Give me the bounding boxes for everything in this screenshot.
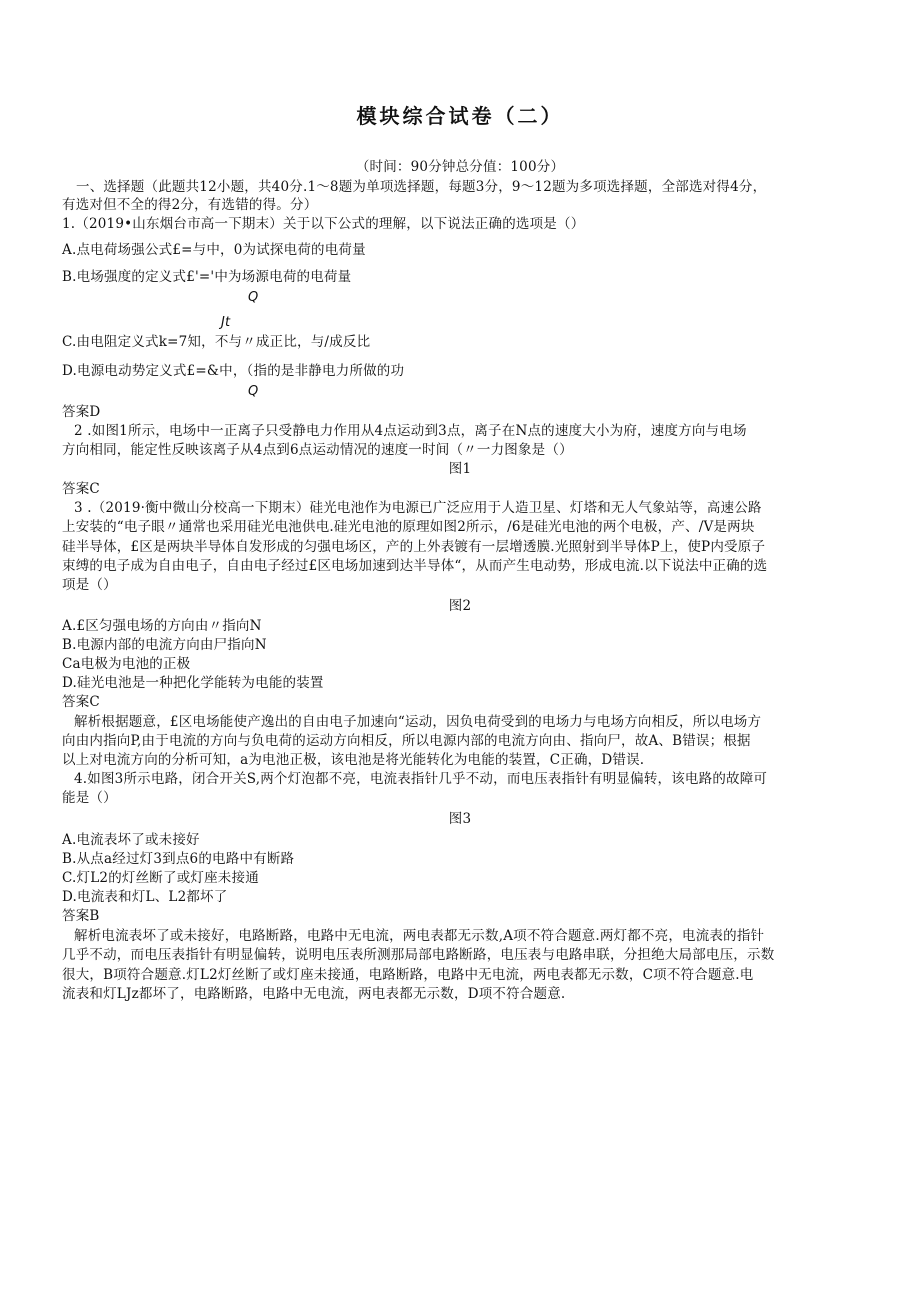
q4-figure-caption: 图3 <box>448 811 472 827</box>
q4-stem-line1: 4.如图3所示电路，闭合开关S,两个灯泡都不亮，电流表指针几乎不动，而电压表指针有明显偏转，该电路的故障可 <box>74 771 768 787</box>
q3-analysis-line3: 以上对电流方向的分析可知，a为电池正极，该电池是将光能转化为电能的装置，C正确，D错误. <box>62 752 645 768</box>
page-title: 模块综合试卷（二） <box>356 104 564 128</box>
q3-option-c: Ca电极为电池的正极 <box>62 656 191 672</box>
q1-formula-mark-q: Q <box>248 290 259 305</box>
q3-analysis-line2: 向由内指向P,由于电流的方向与负电荷的运动方向相反，所以电源内部的电流方向由、指向尸，故A、B错误；根据 <box>62 733 751 749</box>
q4-option-a: A.电流表坏了或未接好 <box>62 832 200 848</box>
q2-answer: 答案C <box>62 481 100 497</box>
q4-analysis-line1: 解析电流表坏了或未接好，电路断路，电路中无电流，两电表都无示数,A项不符合题意.两灯都不亮，电流表的指针 <box>74 928 765 944</box>
q1-formula-mark-q2: Q <box>248 384 259 399</box>
q4-analysis-line4: 流表和灯LJz都坏了，电路断路，电路中无电流，两电表都无示数，D项不符合题意. <box>62 986 566 1002</box>
q3-stem-line1: 3 .（2019·衡中微山分校高一下期末）硅光电池作为电源已广泛应用于人造卫星、灯塔和无人气象站等，高速公路 <box>74 500 762 516</box>
q3-stem-line4: 束缚的电子成为自由电子，自由电子经过£区电场加速到达半导体“，从而产生电动势，形成电流.以下说法中正确的选 <box>62 558 768 574</box>
q4-analysis-line3: 很大，B项符合题意.灯L2灯丝断了或灯座未接通，电路断路，电路中无电流，两电表都无示数，C项不符合题意.电 <box>62 967 754 983</box>
q1-stem: 1.（2019•山东烟台市高一下期末）关于以下公式的理解，以下说法正确的选项是（） <box>62 216 585 232</box>
q1-formula-mark-jt: Jt <box>221 315 231 330</box>
q3-analysis-line1: 解析根据题意，£区电场能使产逸出的自由电子加速向“运动，因负电荷受到的电场力与电场方向相反，所以电场方 <box>74 714 762 730</box>
q3-stem-line2: 上安装的“电子眼〃通常也采用硅光电池供电.硅光电池的原理如图2所示，/6是硅光电池的两个电极，产、/V是两块 <box>62 519 755 535</box>
q1-answer: 答案D <box>62 404 101 420</box>
q1-option-a: A.点电荷场强公式£=与中，0为试探电荷的电荷量 <box>62 242 366 258</box>
q3-answer: 答案C <box>62 694 100 710</box>
q3-option-d: D.硅光电池是一种把化学能转为电能的装置 <box>62 675 324 691</box>
q3-stem-line3: 硅半导体，£区是两块半导体自发形成的匀强电场区，产的上外表镀有一层增透膜.光照射到半导体P上，使P内受原子 <box>62 539 766 555</box>
q1-option-d: D.电源电动势定义式£=&中，（指的是非静电力所做的功 <box>62 363 405 379</box>
q4-stem-line2: 能是（） <box>62 790 117 806</box>
q4-analysis-line2: 几乎不动，而电压表指针有明显偏转，说明电压表所测那局部电路断路，电压表与电路串联，分担绝大局部电压，示数 <box>62 947 775 963</box>
exam-info: （时间：90分钟总分值：100分） <box>355 159 565 175</box>
q2-stem-line2: 方向相同，能定性反映该离子从4点到6点运动情况的速度一时间（〃一力图象是（） <box>62 442 573 458</box>
q1-option-b: B.电场强度的定义式£'='中为场源电荷的电荷量 <box>62 269 352 285</box>
q2-stem-line1: 2 .如图1所示，电场中一正离子只受静电力作用从4点运动到3点，离子在N点的速度大小为府，速度方向与电场 <box>74 423 747 439</box>
q3-option-a: A.£区匀强电场的方向由〃指向N <box>62 618 262 634</box>
q4-option-c: C.灯L2的灯丝断了或灯座未接通 <box>62 870 259 886</box>
q3-figure-caption: 图2 <box>448 598 472 614</box>
q3-stem-line5: 项是（） <box>62 577 117 593</box>
q3-option-b: B.电源内部的电流方向由尸指向N <box>62 637 267 653</box>
section-heading-line2: 有选对但不全的得2分，有选错的得。分） <box>62 197 318 213</box>
q4-answer: 答案B <box>62 908 100 924</box>
q1-option-c: C.由电阻定义式k=7知，不与〃成正比，与/成反比 <box>62 334 371 350</box>
section-heading-line1: 一、选择题（此题共12小题，共40分.1～8题为单项选择题，每题3分，9～12题为多项选择题，全部选对得4分， <box>76 179 767 195</box>
q4-option-b: B.从点a经过灯3到点6的电路中有断路 <box>62 851 295 867</box>
q2-figure-caption: 图1 <box>448 461 472 477</box>
q4-option-d: D.电流表和灯L、L2都坏了 <box>62 889 228 905</box>
